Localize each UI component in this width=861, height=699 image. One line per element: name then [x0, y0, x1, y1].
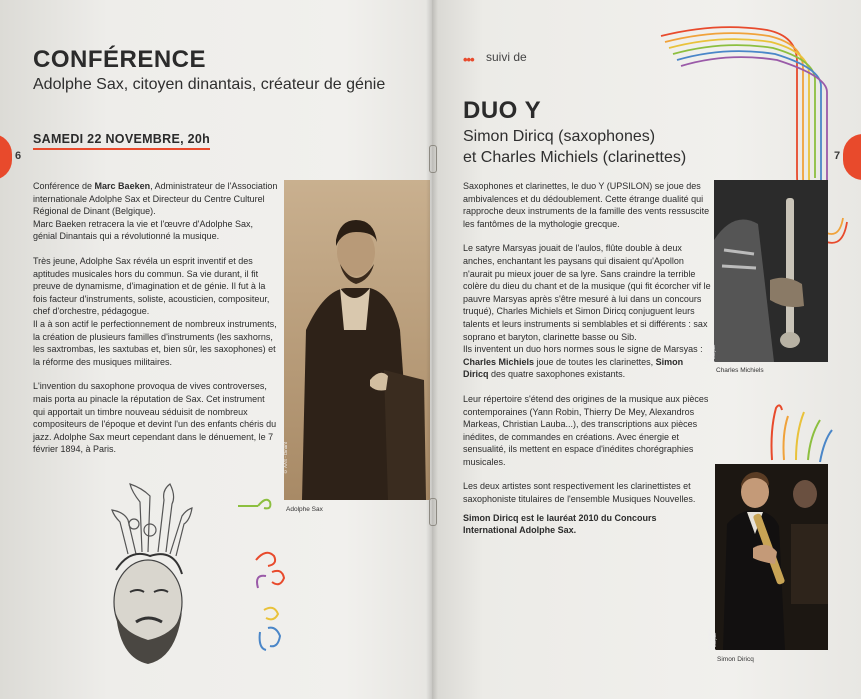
page-title-conference: CONFÉRENCE [33, 46, 207, 73]
simon-diricq-photo [707, 464, 828, 650]
duo-subtitle-1: Simon Diricq (saxophones) [463, 128, 656, 145]
performer-name: Charles Michiels [463, 356, 535, 367]
conference-body [33, 180, 278, 468]
squiggle-decoration [236, 494, 276, 514]
body-paragraph: Très jeune, Adolphe Sax révéla un esprit inventif et des aptitudes musicales hors du commun. Sa vie durant, il fit preuve de dynamisme, d'imagination et de génie. Il fut à la fois facteur d'instruments, soliste, acousticien, compositeur, chef d'orchestre, pédagogue. [33, 255, 270, 317]
staple [429, 145, 437, 173]
duo-subtitle-2: et Charles Michiels (clarinettes) [463, 149, 687, 166]
page-tab-left [0, 134, 12, 180]
event-date: SAMEDI 22 NOVEMBRE, 20h [33, 132, 210, 150]
speaker-name: Marc Baeken [94, 181, 151, 191]
photo-caption: Charles Michiels [716, 367, 764, 374]
duo-body [463, 180, 711, 549]
photo-caption: Simon Diricq [717, 656, 754, 663]
lead-dots: ••• [463, 52, 474, 67]
sax-head-illustration [90, 482, 205, 672]
adolphe-sax-portrait [284, 180, 430, 500]
body-paragraph: Les deux artistes sont respectivement les clarinettistes et saxophoniste titulaires de l'ensemble Musiques Nouvelles. [463, 481, 696, 505]
staple [429, 498, 437, 526]
page-number-right: 7 [834, 150, 841, 162]
photo-credit: © Isabelle Françaix [707, 628, 717, 650]
photo-credit: © AAS - Dinant [283, 442, 288, 475]
body-paragraph: Leur répertoire s'étend des origines de la musique aux pièces contemporaines (Yann Robin, Thierry De Mey, Alexandros Markeas, Christian Lauba...), des transcriptions aux pièces inédites, de commandes en créations. Avec énergie et sensualité, ils mettent en espace d'inédites chorégraphies musicales. [463, 393, 709, 467]
body-paragraph: L'invention du saxophone provoqua de vives controverses, mais porta au pinacle la réputation de Sax. Cet instrument qui apportait un timbre nouveau séduisit de nombreux compositeurs de l'époque et devint l'un des enfants chéris du jazz. Adolphe Sax meurt cependant dans le dénuement, le 7 février 1894, à Paris. [33, 381, 277, 455]
body-paragraph: Ils inventent un duo hors normes sous le signe de Marsyas : Charles Michiels joue de toutes les clarinettes, Simon Diricq des quatre saxophones existants. [463, 344, 703, 380]
photo-credit: © Isabelle Françaix [706, 340, 716, 362]
photo-caption: Adolphe Sax [286, 506, 323, 513]
page-number-left: 6 [15, 150, 22, 162]
lead-text: suivi de [486, 50, 527, 64]
body-paragraph: Marc Baeken retracera la vie et l'œuvre d'Adolphe Sax, génial Dinantais qui a révolutionné la musique. [33, 218, 254, 242]
performer-name: Simon Diricq [463, 356, 684, 380]
squiggle-decoration [252, 548, 292, 658]
body-paragraph: Conférence de Marc Baeken, Administrateur de l'Association internationale Adolphe Sax et Directeur du Centre Culturel Régional de Dinant (Belgique). [33, 181, 278, 217]
spine-gutter [426, 0, 438, 699]
body-paragraph: Le satyre Marsyas jouait de l'aulos, flûte double à deux anches, enchantant les paysans qui disaient qu'Apollon n'aurait pu mieux jouer de sa lyre. Sans craindre la terrible colère du dieu du chant et de la musique (qui fit écorcher vif le pauvre Marsyas après s'être mesuré à lui dans un concours truqué), Charles Michiels et Simon Diricq conjuguent leurs talents et leurs instruments si semblables et si différents : sax soprano et baryton, clarinette basse ou Sib. [463, 243, 711, 342]
body-paragraph: Saxophones et clarinettes, le duo Y (UPSILON) se joue des ambivalences et du dédoublement. Cette étrange dualité qui rapproche deux instruments de la famille des vents ressuscite les fantômes de la mythologie grecque. [463, 181, 710, 229]
award-note: Simon Diricq est le lauréat 2010 du Concours International Adolphe Sax. [463, 512, 657, 536]
right-page [432, 0, 861, 699]
page-title-duo: DUO Y [463, 97, 542, 124]
color-lines-decoration [768, 400, 838, 464]
charles-michiels-photo [706, 180, 828, 362]
conference-subtitle: Adolphe Sax, citoyen dinantais, créateur de génie [33, 76, 386, 93]
body-paragraph: Il a à son actif le perfectionnement de nombreux instruments, la création de plusieurs familles d'instruments (les saxhorns, les saxtrombas, les saxtubas et, bien sûr, les saxophones) et la réforme des musiques militaires. [33, 318, 277, 367]
